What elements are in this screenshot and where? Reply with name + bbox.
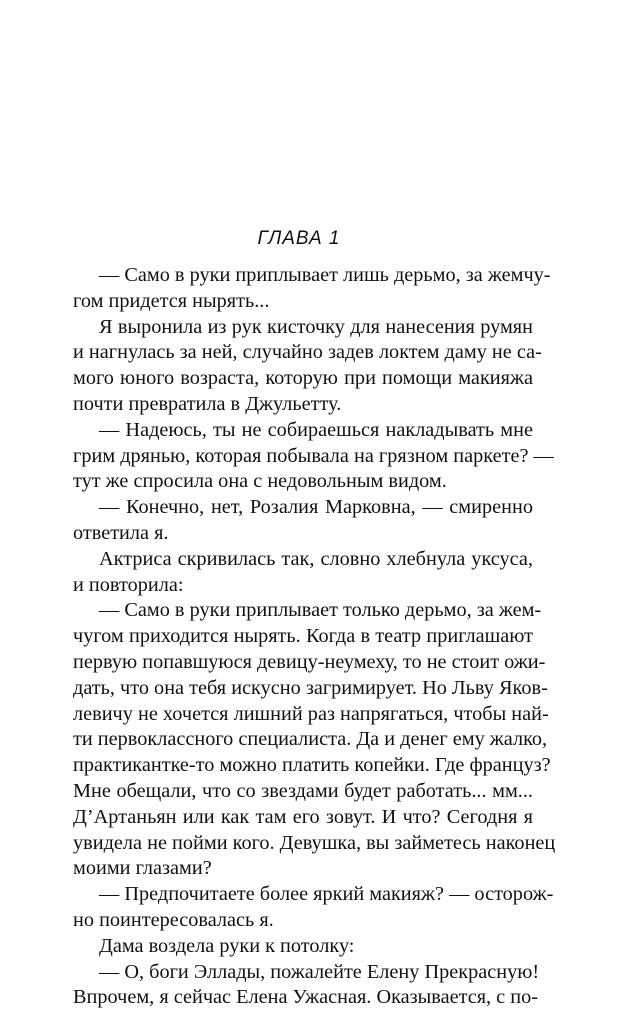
text-line: и нагнулась за ней, случайно задев локтем даму не са-	[73, 341, 542, 364]
text-line: — Предпочитаете более яркий макияж? — осторож-	[99, 883, 554, 906]
chapter-title: ГЛАВА 1	[257, 228, 341, 249]
body-text	[73, 263, 556, 1011]
text-line: — Само в руки приплывает лишь дерьмо, за жемчу-	[99, 264, 551, 286]
text-line: моими глазами?	[73, 857, 212, 880]
text-line: мого юного возраста, которую при помощи макияжа	[73, 367, 533, 390]
text-line: чугом приходится нырять. Когда в театр приглашают	[73, 625, 533, 648]
text-line: увидела не пойми кого. Девушка, вы займетесь наконец	[73, 831, 556, 854]
text-line: гом придется нырять...	[73, 289, 270, 312]
text-line: Дама воздела руки к потолку:	[99, 934, 355, 957]
text-line: — Само в руки приплывает только дерьмо, за жем-	[99, 599, 542, 622]
text-line: — О, боги Эллады, пожалейте Елену Прекрасную!	[99, 960, 540, 983]
text-line: дать, что она тебя искусно загримирует. Но Льву Яков-	[73, 676, 548, 699]
text-line: тут же спросила она с недовольным видом.	[73, 470, 447, 493]
text-line: почти превратила в Джульетту.	[73, 392, 342, 415]
text-line: первую попавшуюся девицу-неумеху, то не стоит ожи-	[73, 650, 546, 673]
text-line: Впрочем, я сейчас Елена Ужасная. Оказывается, с по-	[73, 986, 538, 1009]
text-line: Актриса скривилась так, словно хлебнула уксуса,	[99, 547, 533, 570]
text-line: и повторила:	[73, 573, 184, 596]
text-line: Мне обещали, что со звездами будет работать... мм...	[73, 779, 533, 802]
text-line: ти первоклассного специалиста. Да и денег ему жалко,	[73, 728, 548, 751]
text-line: — Конечно, нет, Розалия Марковна, — смиренно	[99, 496, 533, 519]
text-line: Я выронила из рук кисточку для нанесения румян	[99, 315, 533, 338]
text-line: Д’Артаньян или как там его зовут. И что? Сегодня я	[73, 805, 533, 828]
text-line: левичу не хочется лишний раз напрягаться, чтобы най-	[73, 702, 549, 725]
text-line: — Надеюсь, ты не собираешься накладывать мне	[99, 418, 533, 441]
text-line: ответила я.	[73, 521, 169, 544]
text-line: грим дрянью, которая побывала на грязном паркете? —	[73, 444, 554, 467]
text-line: практикантке-то можно платить копейки. Где француз?	[73, 754, 551, 777]
text-line: но поинтересовалась я.	[73, 908, 274, 931]
